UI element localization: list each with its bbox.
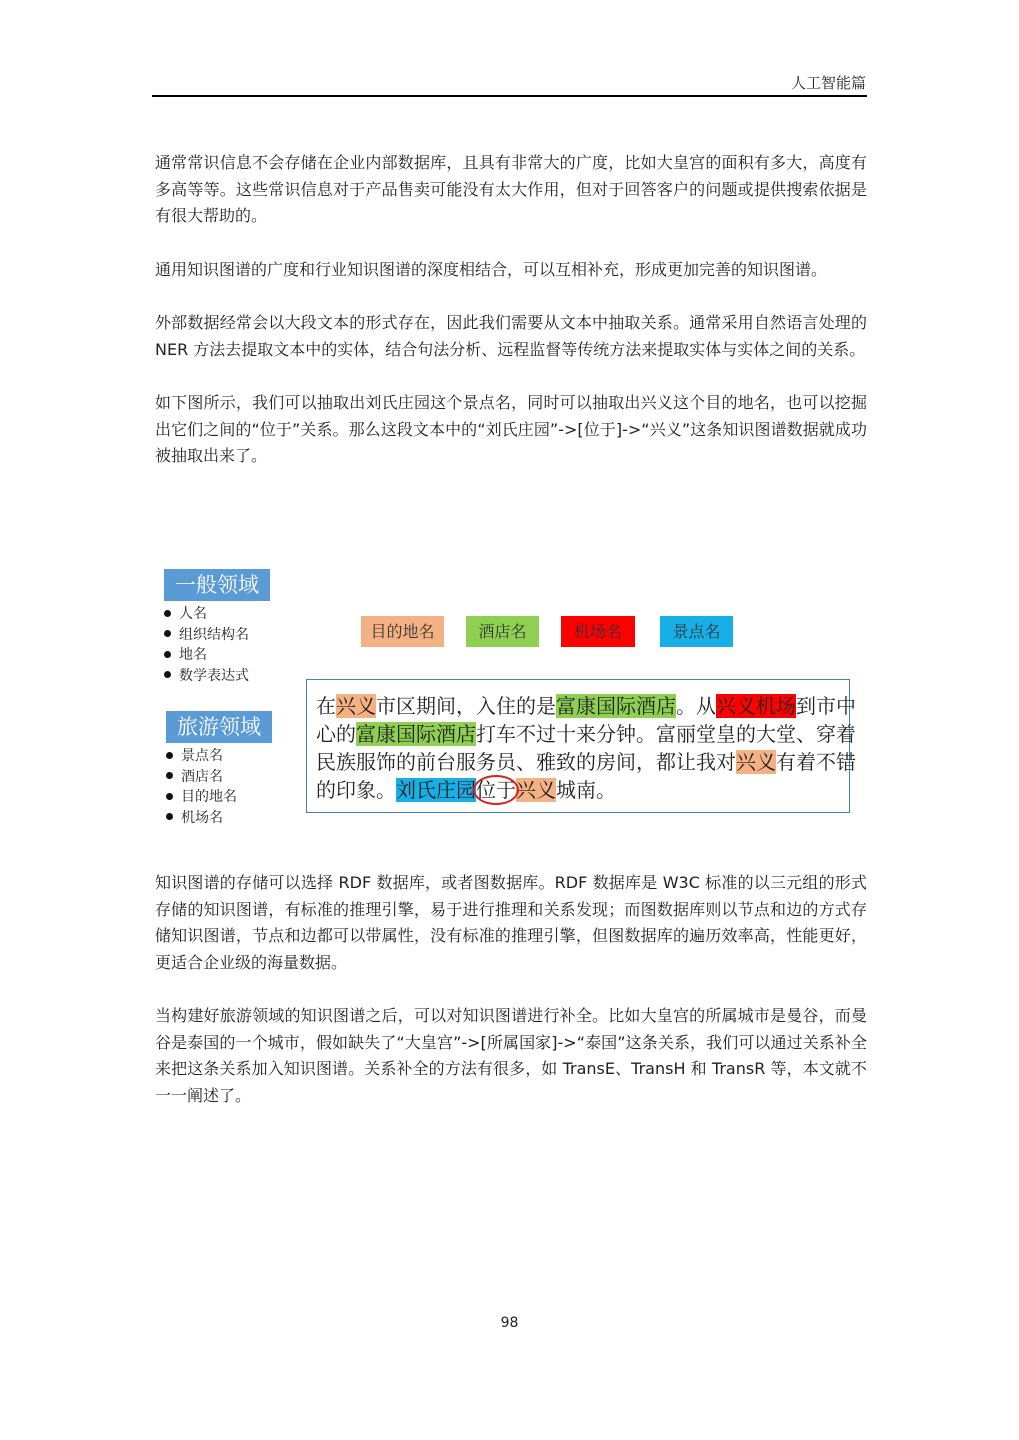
general-domain-list: [160, 604, 249, 686]
entity-hotel: 富康国际酒店: [556, 694, 676, 718]
general-domain-item: 地名: [160, 645, 249, 666]
legend-destination: 目的地名: [361, 616, 444, 647]
example-text: 打车不过十来分钟。富丽堂皇的大堂、穿着: [476, 722, 856, 746]
travel-domain-item: 景点名: [162, 746, 237, 767]
travel-domain-title: 旅游领域: [166, 711, 272, 743]
example-text: 的印象。: [316, 778, 396, 802]
example-text: 市区期间，入住的是: [376, 694, 556, 718]
travel-domain-item: 目的地名: [162, 787, 237, 808]
header-title: 人工智能篇: [790, 74, 866, 92]
entity-destination: 兴义: [336, 694, 376, 718]
general-domain-item: 组织结构名: [160, 625, 249, 646]
example-text-box: [306, 679, 856, 813]
entity-airport: 兴义机场: [716, 694, 796, 718]
body-text-bottom: [155, 870, 867, 1136]
legend-scenic-spot: 景点名: [660, 616, 733, 647]
example-text: 在: [316, 694, 336, 718]
travel-domain-item: 酒店名: [162, 767, 237, 788]
general-domain-title: 一般领域: [164, 569, 270, 601]
paragraph-relation-extraction: 外部数据经常会以大段文本的形式存在，因此我们需要从文本中抽取关系。通常采用自然语言处理的 NER 方法去提取文本中的实体，结合句法分析、远程监督等传统方法来提取实体与实体之间的关系。: [155, 313, 867, 359]
entity-destination: 兴义: [516, 778, 556, 802]
relation-located-in: 位于: [473, 775, 519, 805]
ner-figure: [160, 566, 860, 831]
paragraph-common-knowledge: 通常常识信息不会存储在企业内部数据库，且具有非常大的广度，比如大皇宫的面积有多大，高度有多高等等。这些常识信息对于产品售卖可能没有太大作用，但对于回答客户的问题或提供搜索依据是有很大帮助的。: [155, 153, 867, 225]
header-divider: [152, 95, 867, 97]
example-text: 心的: [316, 722, 356, 746]
entity-scenic-spot: 刘氏庄园: [396, 778, 476, 802]
general-domain-item: 人名: [160, 604, 249, 625]
paragraph-figure-intro: 如下图所示，我们可以抽取出刘氏庄园这个景点名，同时可以抽取出兴义这个目的地名，也可以挖掘出它们之间的“位于”关系。那么这段文本中的“刘氏庄园”->[位于]->“兴义”这条知识图谱数据就成功被抽取出来了。: [155, 393, 867, 465]
travel-domain-list: [162, 746, 237, 828]
legend-airport: 机场名: [561, 616, 635, 647]
page-number: 98: [500, 1315, 519, 1331]
example-text: 有着不错: [776, 750, 856, 774]
entity-hotel: 富康国际酒店: [356, 722, 476, 746]
example-line-1: [316, 692, 856, 720]
paragraph-kg-storage: 知识图谱的存储可以选择 RDF 数据库，或者图数据库。RDF 数据库是 W3C 标准的以三元组的形式存储的知识图谱，有标准的推理引擎，易于进行推理和关系发现；而图数据库则以节点和边的方式存储知识图谱，节点和边都可以带属性，没有标准的推理引擎，但图数据库的遍历效率高，性能更好，更适合企业级的海量数据。: [155, 873, 867, 972]
legend-hotel: 酒店名: [466, 616, 539, 647]
entity-destination: 兴义: [736, 750, 776, 774]
example-line-3: [316, 748, 856, 776]
example-text: 。从: [676, 694, 716, 718]
paragraph-kg-completion: 当构建好旅游领域的知识图谱之后，可以对知识图谱进行补全。比如大皇宫的所属城市是曼谷，而曼谷是泰国的一个城市，假如缺失了“大皇宫”->[所属国家]->“泰国”这条关系，我们可以通过关系补全来把这条关系加入知识图谱。关系补全的方法有很多，如 TransE、TransH 和 TransR 等，本文就不一一阐述了。: [155, 1006, 867, 1105]
general-domain-item: 数学表达式: [160, 666, 249, 687]
example-text: 城南。: [556, 778, 616, 802]
body-text-top: [155, 150, 867, 497]
example-line-2: [316, 720, 856, 748]
example-text: 民族服饰的前台服务员、雅致的房间，都让我对: [316, 750, 736, 774]
travel-domain-item: 机场名: [162, 808, 237, 829]
example-text: 到市中: [796, 694, 856, 718]
example-line-4: [316, 776, 616, 804]
paragraph-general-vs-industry: 通用知识图谱的广度和行业知识图谱的深度相结合，可以互相补充，形成更加完善的知识图谱。: [155, 259, 828, 279]
